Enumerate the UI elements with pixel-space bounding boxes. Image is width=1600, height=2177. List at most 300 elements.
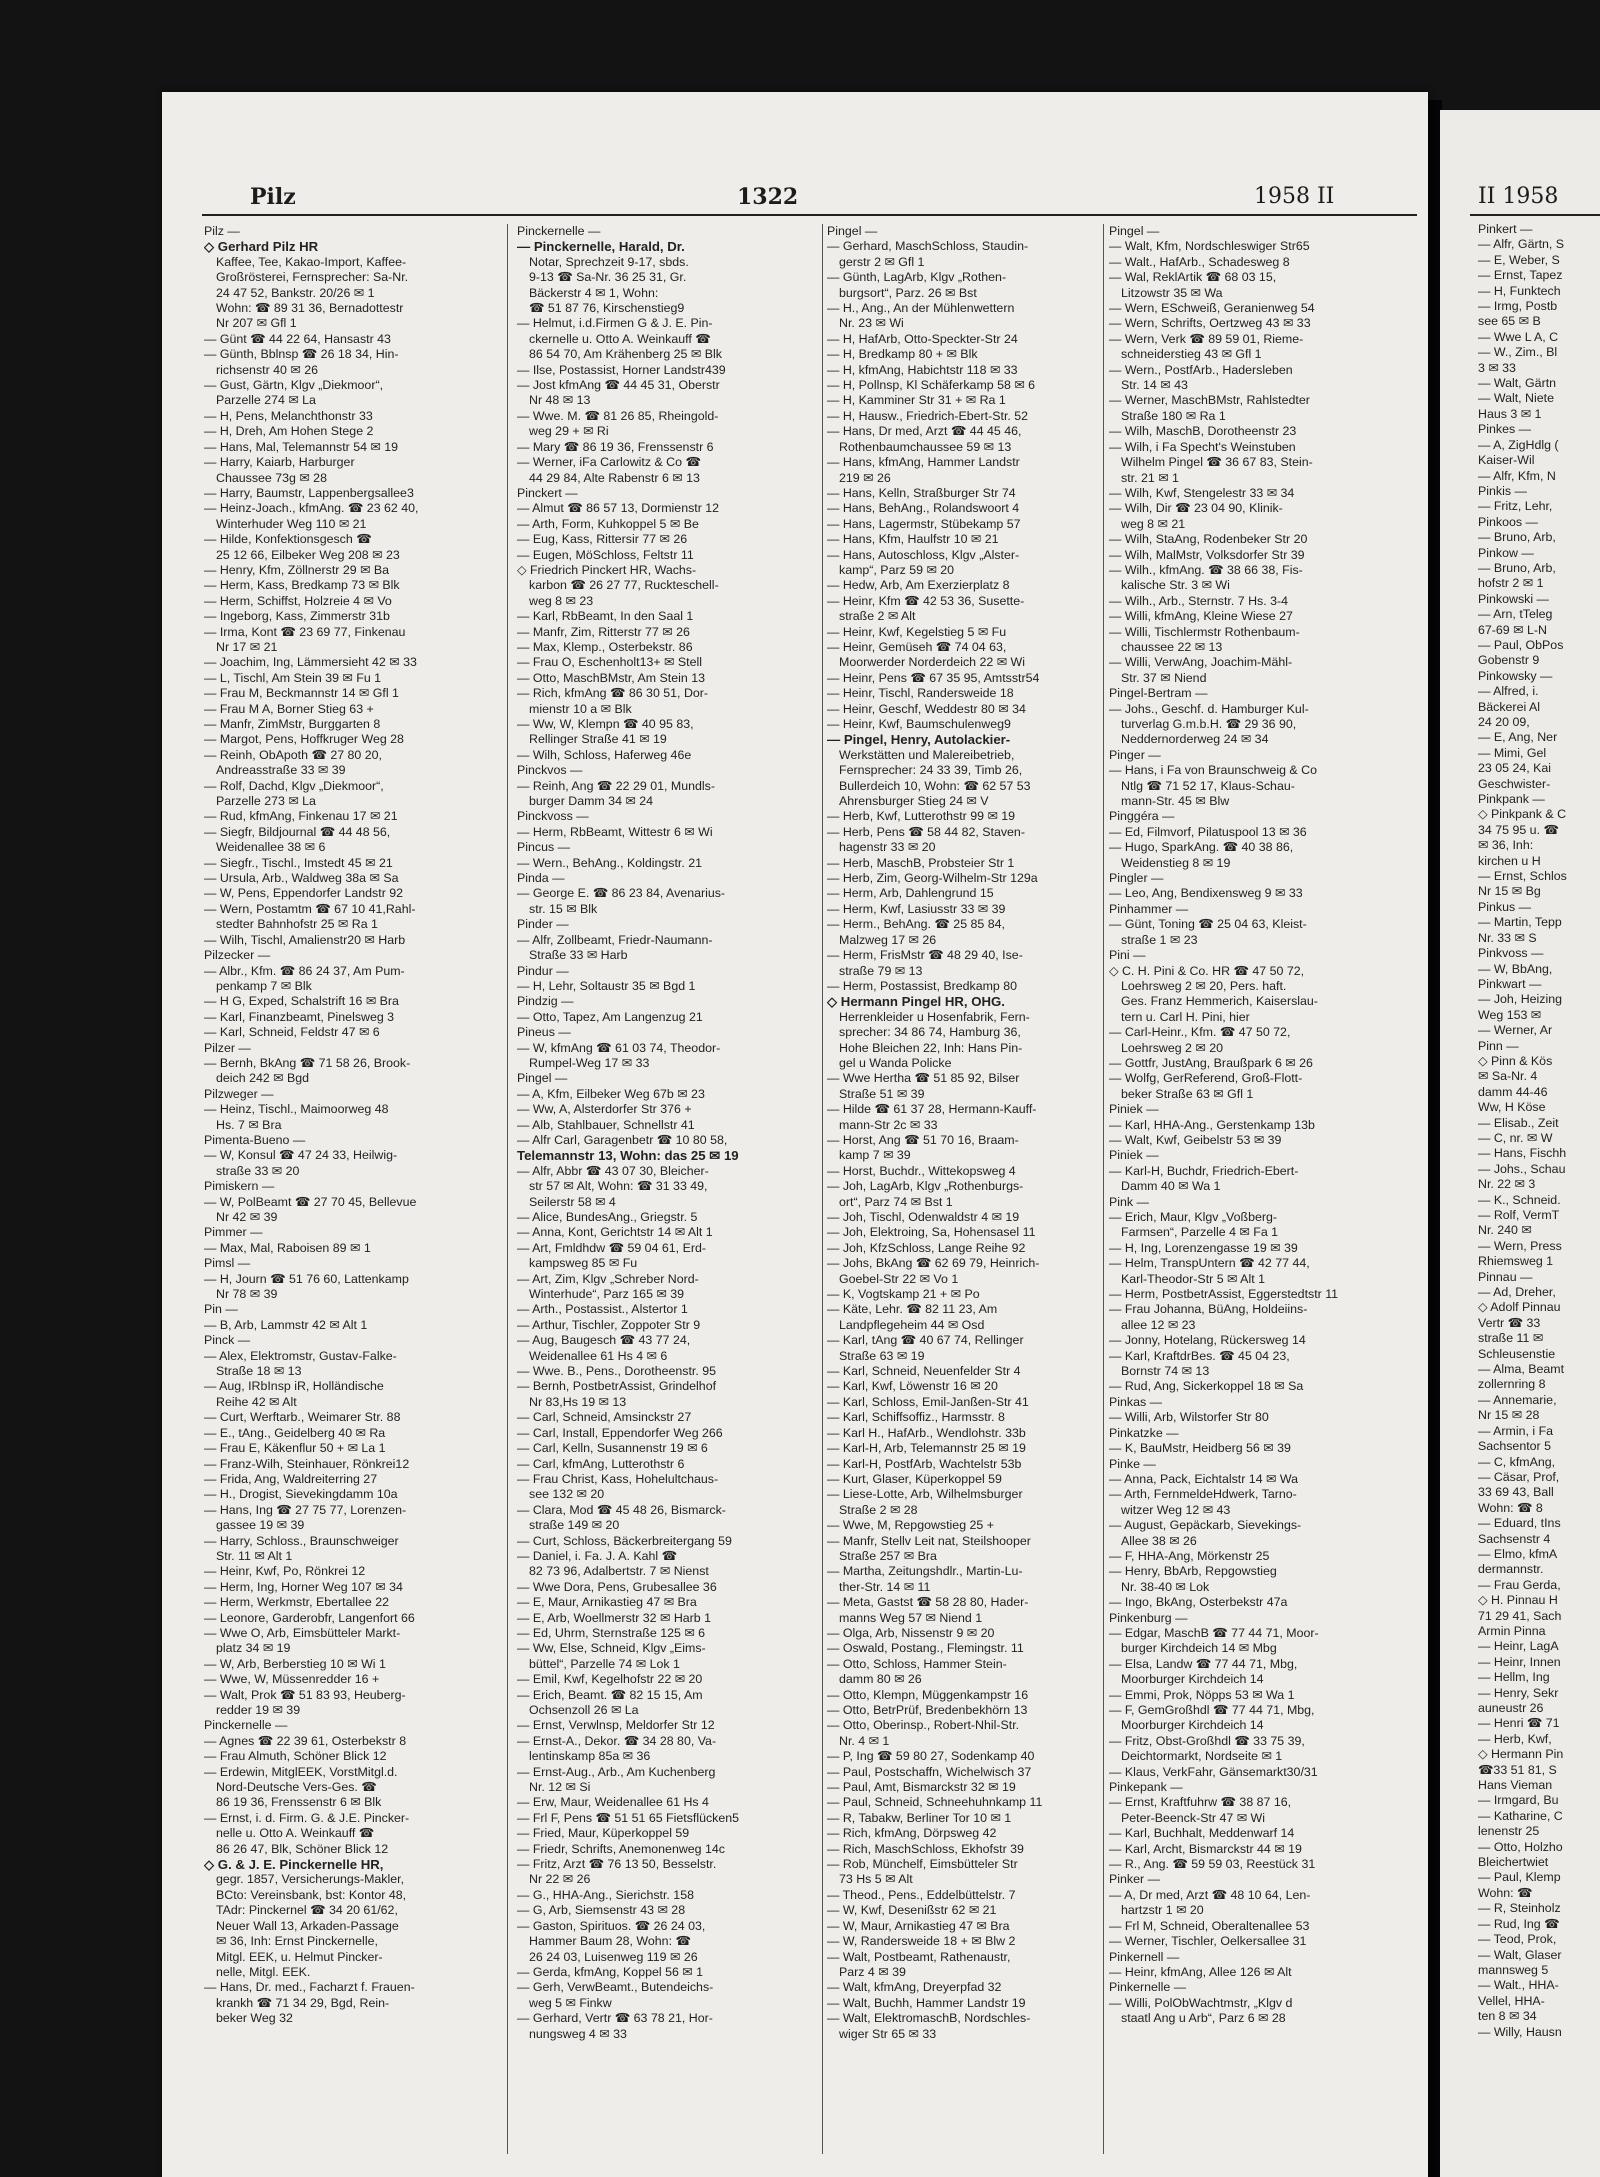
directory-entry-line: — Rolf, Dachd, Klgv „Diekmoor“, (204, 778, 384, 793)
directory-entry-line: Moorburger Kirchdeich 14 (1121, 1672, 1264, 1687)
directory-entry-line: — Joachim, Ing, Lämmersieht 42 ✉ 33 (204, 655, 417, 670)
directory-entry-line: krankh ☎ 71 34 29, Bgd, Rein- (216, 1995, 390, 2010)
directory-entry-line: — Käte, Lehr. ☎ 82 11 23, Am (827, 1302, 998, 1317)
directory-entry-line: — Heinr, Tischl, Randersweide 18 (827, 686, 1014, 701)
next-page-entry-line: — Hans, Fischh (1478, 1146, 1567, 1161)
directory-entry-line: — Wern, Verk ☎ 89 59 01, Rieme- (1109, 331, 1304, 346)
directory-entry-line: Wilhelm Pingel ☎ 36 67 83, Stein- (1121, 455, 1313, 470)
directory-entry-line: — W, Arb, Berberstieg 10 ✉ Wi 1 (204, 1656, 386, 1671)
directory-entry-line: Pinckernelle — (517, 224, 601, 238)
directory-entry-line: Telemannstr 13, Wohn: das 25 ✉ 19 (517, 1148, 739, 1164)
directory-entry-line: — Otto, Tapez, Am Langenzug 21 (517, 1009, 703, 1024)
directory-entry-line: Pinkernelle — (1109, 1980, 1187, 1995)
directory-entry-line: — Art, Zim, Klgv „Schreber Nord- (517, 1271, 699, 1286)
directory-entry-line: nelle u. Otto A. Weinkauff ☎ (216, 1826, 375, 1841)
directory-entry-line: Pimiskern — (204, 1179, 275, 1194)
next-page-entry-line: ✉ 36, Inh: (1478, 838, 1534, 853)
column-3 (827, 224, 1107, 2164)
directory-entry-line: Wohn: ☎ 89 31 36, Bernadottestr (216, 301, 404, 316)
directory-entry-line: Pindur — (517, 963, 569, 978)
directory-entry-line: — W, Konsul ☎ 47 24 33, Heilwig- (204, 1148, 398, 1163)
directory-entry-line: Litzowstr 35 ✉ Wa (1121, 285, 1223, 300)
directory-entry-line: — Wern, ESchweiß, Geranienweg 54 (1109, 301, 1315, 316)
directory-entry-line: — Aug, Baugesch ☎ 43 77 24, (517, 1333, 691, 1348)
directory-entry-line: — Wilh, MalMstr, Volksdorfer Str 39 (1109, 547, 1305, 562)
directory-entry-line: — Karl, Schloss, Emil-Janßen-Str 41 (827, 1394, 1029, 1409)
directory-entry-line: Pinkas — (1109, 1394, 1163, 1409)
directory-entry-line: — Wilh, Tischl, Amalienstr20 ✉ Harb (204, 932, 406, 947)
directory-entry-line: 219 ✉ 26 (839, 470, 891, 485)
directory-entry-line: — F, GemGroßhdl ☎ 77 44 71, Mbg, (1109, 1703, 1315, 1717)
directory-entry-line: — Ernst, Kraftfuhrw ☎ 38 87 16, (1109, 1795, 1292, 1810)
directory-entry-line: Pingel-Bertram — (1109, 686, 1208, 701)
directory-entry-line: — Horst, Ang ☎ 51 70 16, Braam- (827, 1132, 1019, 1147)
directory-entry-line: — Arth, FernmeldeHdwerk, Tarno- (1109, 1487, 1297, 1502)
directory-entry-line: Pinkepank — (1109, 1780, 1183, 1795)
directory-entry-line: manns Weg 57 ✉ Niend 1 (839, 1610, 983, 1625)
directory-entry-line: Nord-Deutsche Vers-Ges. ☎ (216, 1780, 377, 1795)
directory-entry-line: — Curt, Schloss, Bäckerbreitergang 59 (517, 1533, 732, 1548)
directory-entry-line: — Jost kfmAng ☎ 44 45 31, Oberstr (517, 378, 720, 393)
directory-entry-line: — W, Randersweide 18 + ✉ Blw 2 (827, 1934, 1016, 1949)
directory-entry-line: — H G, Exped, Schalstrift 16 ✉ Bra (204, 994, 399, 1009)
directory-entry-line: — Karl-H, PostfArb, Wachtelstr 53b (827, 1456, 1022, 1471)
next-page-entry-line: — Henri ☎ 71 (1478, 1716, 1560, 1731)
directory-entry-line: — Walt, ElektromaschB, Nordschles- (827, 2011, 1031, 2026)
directory-entry-line: 24 47 52, Bankstr. 20/26 ✉ 1 (216, 285, 375, 300)
directory-entry-line: — Wilh, Kwf, Stengelestr 33 ✉ 34 (1109, 485, 1295, 500)
directory-entry-line: 25 12 66, Eilbeker Weg 208 ✉ 23 (216, 547, 400, 562)
next-page-entry-line: — Wern, Press (1478, 1238, 1562, 1253)
directory-entry-line: Landpflegeheim 44 ✉ Osd (839, 1317, 985, 1332)
directory-entry-line: — Herm, Ing, Horner Weg 107 ✉ 34 (204, 1579, 403, 1594)
directory-entry-line: Parzelle 273 ✉ La (216, 794, 316, 809)
directory-entry-line: Loehrsweg 2 ✉ 20 (1121, 1040, 1223, 1055)
header-year-volume: 1958 II (1254, 184, 1335, 209)
directory-entry-line: — Heinz-Joach., kfmAng. ☎ 23 62 40, (204, 501, 419, 516)
directory-entry-line: — Wilh, Dir ☎ 23 04 90, Klinik- (1109, 501, 1283, 516)
directory-entry-line: Winterhuder Weg 110 ✉ 21 (216, 516, 367, 531)
directory-entry-line: — Hans, Ing ☎ 27 75 77, Lorenzen- (204, 1502, 407, 1517)
next-page-entry-line: — Herb, Kwf, (1478, 1731, 1552, 1746)
directory-entry-line: — Hans, Dr. med., Facharzt f. Frauen- (204, 1980, 415, 1995)
header-keyword: Pilz (250, 184, 296, 210)
directory-entry-line: Bullerdeich 10, Wohn: ☎ 62 57 53 (839, 778, 1031, 793)
directory-entry-line: — Gust, Gärtn, Klgv „Diekmoor“, (204, 378, 384, 393)
next-page-entry-line: — Annemarie, (1478, 1392, 1557, 1407)
directory-entry-line: — Werner, iFa Carlowitz & Co ☎ (517, 455, 701, 470)
directory-entry-line: — Herb, Pens ☎ 58 44 82, Staven- (827, 824, 1025, 839)
directory-entry-line: — Karl, Schneid, Neuenfelder Str 4 (827, 1364, 1021, 1379)
directory-entry-line: Ntlg ☎ 71 52 17, Klaus-Schau- (1121, 778, 1295, 793)
directory-entry-line: Nr. 23 ✉ Wi (839, 316, 904, 331)
directory-entry-line: Pinck — (204, 1333, 251, 1348)
directory-page (162, 92, 1428, 2177)
directory-entry-line: Pinkenburg — (1109, 1610, 1188, 1625)
directory-entry-line: — W, Pens, Eppendorfer Landstr 92 (204, 886, 404, 901)
directory-entry-line: — Ww, Else, Schneid, Klgv „Eims- (517, 1641, 706, 1656)
directory-entry-line: wiger Str 65 ✉ 33 (839, 2026, 937, 2041)
directory-entry-line: — Herm, Postassist, Bredkamp 80 (827, 978, 1018, 993)
directory-entry-line: 9-13 ☎ Sa-Nr. 36 25 31, Gr. (529, 270, 687, 285)
directory-entry-line: — K, BauMstr, Heidberg 56 ✉ 39 (1109, 1441, 1291, 1456)
directory-entry-line: — Herm, FrisMstr ☎ 48 29 40, Ise- (827, 948, 1023, 963)
directory-entry-line: — Gaston, Spirituos. ☎ 26 24 03, (517, 1918, 706, 1933)
directory-entry-line: str. 15 ✉ Blk (529, 901, 598, 916)
directory-entry-line: Pink — (1109, 1194, 1149, 1209)
next-page-entry-line: Nr. 33 ✉ S (1478, 930, 1537, 945)
directory-entry-line: gerstr 2 ✉ Gfl 1 (839, 254, 925, 269)
directory-entry-line: Neuer Wall 13, Arkaden-Passage (216, 1918, 399, 1933)
directory-entry-line: — Hans, Dr med, Arzt ☎ 44 45 46, (827, 424, 1022, 439)
next-page-entry-line: — Bruno, Arb, (1478, 560, 1556, 575)
directory-entry-line: Pimmer — (204, 1225, 263, 1240)
next-page-entry-line: Bleichertwiet (1478, 1855, 1549, 1870)
directory-entry-line: hagenstr 33 ✉ 20 (839, 840, 936, 855)
column-2 (517, 224, 817, 2164)
directory-entry-line: — Siegfr, Bildjournal ☎ 44 48 56, (204, 824, 391, 839)
directory-entry-line: — W, Kwf, Desenißstr 62 ✉ 21 (827, 1903, 997, 1918)
next-page-entry-line: Pinkes — (1478, 422, 1532, 437)
directory-entry-line: — Alb, Stahlbauer, Schnellstr 41 (517, 1117, 695, 1132)
directory-entry-line: — August, Gepäckarb, Sievekings- (1109, 1518, 1302, 1533)
directory-entry-line: — H, Lehr, Soltaustr 35 ✉ Bgd 1 (517, 978, 696, 993)
next-page-entry-line: kirchen u H (1478, 853, 1541, 868)
directory-entry-line: kalische Str. 3 ✉ Wi (1121, 578, 1230, 593)
directory-entry-line: — Wern, Postamtm ☎ 67 10 41,Rahl- (204, 901, 416, 916)
directory-entry-line: — W, PolBeamt ☎ 27 70 45, Bellevue (204, 1194, 417, 1209)
directory-entry-line: penkamp 7 ✉ Blk (216, 978, 312, 993)
directory-entry-line: — Joh, Elektroing, Sa, Hohensasel 11 (827, 1225, 1036, 1240)
directory-entry-line: 82 73 96, Adalbertstr. 7 ✉ Nienst (529, 1564, 709, 1579)
next-page-entry-line: Haus 3 ✉ 1 (1478, 406, 1542, 421)
directory-entry-line: Nr 78 ✉ 39 (216, 1287, 278, 1302)
directory-entry-line: — Carl-Heinr., Kfm. ☎ 47 50 72, (1109, 1025, 1291, 1040)
directory-entry-line: — Heinz, Tischl., Maimoorweg 48 (204, 1102, 389, 1117)
directory-entry-line: Andreasstraße 33 ✉ 39 (216, 763, 346, 778)
directory-entry-line: stedter Bahnhofstr 25 ✉ Ra 1 (216, 917, 378, 932)
directory-entry-line: — Gerda, kfmAng, Koppel 56 ✉ 1 (517, 1964, 704, 1979)
directory-entry-line: str. 21 ✉ 1 (1121, 470, 1179, 485)
directory-entry-line: Kaffee, Tee, Kakao-Import, Kaffee- (216, 254, 407, 269)
directory-entry-line: — Wern., PostfArb., Hadersleben (1109, 362, 1293, 377)
directory-entry-line: — Helmut, i.d.Firmen G & J. E. Pin- (517, 316, 713, 331)
directory-entry-line: Damm 40 ✉ Wa 1 (1121, 1179, 1221, 1194)
directory-entry-line: Pinckert — (517, 485, 578, 500)
directory-entry-line: Nr. 38-40 ✉ Lok (1121, 1579, 1210, 1594)
directory-entry-line: Karl-Theodor-Str 5 ✉ Alt 1 (1121, 1271, 1265, 1286)
directory-entry-line: — Hugo, SparkAng. ☎ 40 38 86, (1109, 840, 1294, 855)
directory-entry-line: Großrösterei, Fernsprecher: Sa-Nr. (216, 270, 409, 285)
next-page-entry-line: — R, Steinholz (1478, 1901, 1561, 1916)
directory-entry-line: — Rich, MaschSchloss, Ekhofstr 39 (827, 1841, 1024, 1856)
directory-entry-line: — Ernst, i. d. Firm. G. & J.E. Pincker- (204, 1810, 410, 1825)
next-page-entry-line: — Paul, ObPos (1478, 637, 1564, 652)
next-page-header: II 1958 (1478, 184, 1559, 209)
next-page-entry-line: Ww, H Köse (1478, 1100, 1546, 1115)
directory-entry-line: — Theod., Pens., Eddelbüttelstr. 7 (827, 1887, 1016, 1902)
next-page-entry-line: — Werner, Ar (1478, 1023, 1553, 1038)
next-page-entry-line: — Wwe L A, C (1478, 329, 1559, 344)
directory-entry-line: — Walt, Buchh, Hammer Landstr 19 (827, 1995, 1026, 2010)
directory-entry-line: — Emmi, Prok, Nöpps 53 ✉ Wa 1 (1109, 1687, 1295, 1702)
next-page-entry-line: Hans Vieman (1478, 1778, 1553, 1793)
directory-entry-line: — Willi, VerwAng, Joachim-Mähl- (1109, 655, 1293, 670)
directory-entry-line: — Frau M A, Borner Stieg 63 + (204, 701, 374, 716)
directory-entry-line: — Siegfr., Tischl., Imstedt 45 ✉ 21 (204, 855, 393, 870)
directory-entry-line: — H, Ing, Lorenzengasse 19 ✉ 39 (1109, 1240, 1298, 1255)
next-page-entry-line: auneustr 26 (1478, 1701, 1544, 1715)
directory-entry-line: — Frl F, Pens ☎ 51 51 65 Fietsflücken5 (517, 1810, 740, 1825)
directory-entry-line: — Frau Almuth, Schöner Blick 12 (204, 1749, 387, 1764)
next-page-entry-line: Nr 15 ✉ 28 (1478, 1408, 1540, 1423)
directory-entry-line: hartzstr 1 ✉ 20 (1121, 1903, 1204, 1918)
directory-entry-line: allee 12 ✉ 23 (1121, 1317, 1196, 1332)
directory-entry-line: nungsweg 4 ✉ 33 (529, 2026, 627, 2041)
directory-entry-line: — Herb, MaschB, Probsteier Str 1 (827, 855, 1015, 870)
directory-entry-line: — Herm, RbBeamt, Wittestr 6 ✉ Wi (517, 824, 713, 839)
next-page-entry-line: — E, Ang, Ner (1478, 730, 1558, 745)
next-page-entry-line: — Fritz, Lehr, (1478, 499, 1553, 514)
directory-entry-line: Moorwerder Norderdeich 22 ✉ Wi (839, 655, 1025, 670)
directory-entry-line: — Erdewin, MitglEEK, VorstMitgl.d. (204, 1764, 398, 1779)
next-page-entry-line: — Elmo, kfmA (1478, 1546, 1558, 1561)
directory-entry-line: — Wolfg, GerReferend, Groß-Flott- (1109, 1071, 1303, 1086)
directory-entry-line: straße 2 ✉ Alt (839, 609, 916, 624)
next-page-column (1478, 222, 1600, 2040)
next-page-entry-line: Pinkoos — (1478, 514, 1538, 529)
next-page-entry-line: Pinkpank — (1478, 792, 1545, 807)
directory-entry-line: — Leonore, Garderobfr, Langenfort 66 (204, 1610, 415, 1625)
next-page-entry-line: — Mimi, Gel (1478, 745, 1547, 760)
directory-entry-line: TAdr: Pinckernel ☎ 34 20 61/62, (216, 1903, 398, 1918)
next-page-entry-line: Pinkow — (1478, 545, 1534, 560)
directory-entry-line: turverlag G.m.b.H. ☎ 29 36 90, (1121, 717, 1297, 731)
directory-entry-line: — H, HafArb, Otto-Speckter-Str 24 (827, 331, 1018, 346)
directory-entry-line: ◇ Friedrich Pinckert HR, Wachs- (517, 562, 697, 577)
directory-entry-line: — Horst, Buchdr., Wittekopsweg 4 (827, 1163, 1016, 1178)
next-page-entry-line: — Armin, i Fa (1478, 1423, 1554, 1438)
next-page-entry-line: — W, BbAng, (1478, 961, 1553, 976)
next-page-entry-line: zollernring 8 (1478, 1377, 1546, 1392)
directory-entry-line: — Pinckernelle, Harald, Dr. (517, 239, 685, 255)
directory-entry-line: — Walt, Kwf, Geibelstr 53 ✉ 39 (1109, 1132, 1282, 1147)
directory-entry-line: — Wwe. B., Pens., Dorotheenstr. 95 (517, 1364, 717, 1379)
directory-entry-line: Pinger — (1109, 747, 1161, 762)
next-page-entry-line: Schleusenstie (1478, 1346, 1556, 1361)
next-page-entry-line: ◇ H. Pinnau H (1478, 1593, 1558, 1608)
directory-entry-line: chaussee 22 ✉ 13 (1121, 639, 1223, 654)
directory-entry-line: Rellinger Straße 41 ✉ 19 (529, 732, 667, 747)
directory-entry-line: Weidenallee 61 Hs 4 ✉ 6 (529, 1348, 668, 1363)
directory-entry-line: — P, Ing ☎ 59 80 27, Sodenkamp 40 (827, 1749, 1035, 1764)
next-page-entry-line: — Walt, Gärtn (1478, 376, 1557, 391)
directory-entry-line: — Johs, BkAng ☎ 62 69 79, Heinrich- (827, 1256, 1040, 1271)
directory-entry-line: — Karl, Finanzbeamt, Pinelsweg 3 (204, 1009, 395, 1024)
directory-entry-line: — Jonny, Hotelang, Rückersweg 14 (1109, 1333, 1306, 1348)
next-page-entry-line: 34 75 95 u. ☎ (1478, 822, 1559, 837)
next-page-entry-line: — Hellm, Ing (1478, 1670, 1550, 1685)
directory-entry-line: gegr. 1857, Versicherungs-Makler, (216, 1872, 405, 1887)
directory-entry-line: Pin — (204, 1302, 238, 1317)
directory-entry-line: — Herb, Zim, Georg-Wilhelm-Str 129a (827, 871, 1038, 886)
directory-entry-line: — Herm, Schiffst, Holzreie 4 ✉ Vo (204, 593, 392, 608)
directory-entry-line: — Herm., BehAng. ☎ 25 85 84, (827, 917, 1005, 932)
directory-entry-line: beker Straße 63 ✉ Gfl 1 (1121, 1086, 1254, 1101)
next-page-entry-line: Pinkus — (1478, 899, 1532, 914)
directory-entry-line: tern u. Carl H. Pini, hier (1121, 1009, 1250, 1024)
next-page-entry-line: 33 69 43, Ball (1478, 1485, 1554, 1500)
directory-entry-line: — Wilh., Arb., Sternstr. 7 Hs. 3-4 (1109, 593, 1289, 608)
directory-entry-line: — Heinr, Gemüseh ☎ 74 04 63, (827, 639, 1007, 654)
next-page-entry-line: ◇ Adolf Pinnau (1478, 1300, 1561, 1315)
directory-entry-line: — Fried, Maur, Küperkoppel 59 (517, 1826, 690, 1841)
directory-entry-line: Fernsprecher: 24 33 39, Timb 26, (839, 763, 1023, 778)
directory-entry-line: redder 19 ✉ 39 (216, 1703, 301, 1717)
directory-entry-line: damm 80 ✉ 26 (839, 1672, 922, 1687)
directory-entry-line: Straße 63 ✉ 19 (839, 1348, 925, 1363)
next-page-entry-line: lenenstr 25 (1478, 1824, 1540, 1839)
directory-entry-line: — Hans, Lagermstr, Stübekamp 57 (827, 516, 1021, 531)
next-page-entry-line: — Heinr, Innen (1478, 1654, 1561, 1669)
directory-entry-line: — Hans, BehAng., Rolandswoort 4 (827, 501, 1020, 516)
next-page-entry-line: — W., Zim., Bl (1478, 345, 1558, 360)
directory-entry-line: Weidenstieg 8 ✉ 19 (1121, 855, 1231, 870)
directory-entry-line: Werkstätten und Malereibetrieb, (839, 747, 1015, 762)
directory-entry-line: — Karl, Schiffsoffiz., Harmsstr. 8 (827, 1410, 1005, 1425)
directory-entry-line: Nr. 4 ✉ 1 (839, 1733, 890, 1748)
directory-entry-line: — Wwe, M, Repgowstieg 25 + (827, 1518, 994, 1533)
directory-entry-line: — A, Kfm, Eilbeker Weg 67b ✉ 23 (517, 1086, 705, 1101)
directory-entry-line: — Ilse, Postassist, Horner Landstr439 (517, 362, 726, 377)
directory-entry-line: Pinckernelle — (204, 1718, 288, 1733)
directory-entry-line: — Arthur, Tischler, Zoppoter Str 9 (517, 1317, 701, 1332)
directory-entry-line: — H., Drogist, Sievekingdamm 10a (204, 1487, 398, 1502)
directory-entry-line: Winterhude“, Parz 165 ✉ 39 (529, 1287, 685, 1302)
next-page-entry-line: — Teod, Prok, (1478, 1932, 1557, 1947)
directory-entry-line: — H, Bredkamp 80 + ✉ Blk (827, 347, 978, 362)
directory-entry-line: — G, Arb, Siemsenstr 43 ✉ 28 (517, 1903, 686, 1918)
directory-entry-line: 86 54 70, Am Krähenberg 25 ✉ Blk (529, 347, 722, 362)
directory-entry-line: Nr 17 ✉ 21 (216, 639, 278, 654)
next-page-entry-line: 71 29 41, Sach (1478, 1608, 1562, 1623)
directory-entry-line: — Hans, Kelln, Straßburger Str 74 (827, 485, 1016, 500)
directory-entry-line: — Ww, W, Klempn ☎ 40 95 83, (517, 717, 694, 731)
directory-entry-line: — Herm, PostbetrAssist, Eggerstedtstr 11 (1109, 1287, 1339, 1302)
directory-entry-line: ther-Str. 14 ✉ 11 (839, 1579, 931, 1594)
next-page-entry-line: Sachsentor 5 (1478, 1439, 1552, 1454)
next-page-entry-line: Weg 153 ✉ (1478, 1007, 1542, 1022)
directory-entry-line: — Manfr, ZimMstr, Burggarten 8 (204, 717, 381, 731)
next-page-entry-line: Vellel, HHA- (1478, 1993, 1545, 2008)
next-page-entry-line: — Alma, Beamt (1478, 1362, 1565, 1377)
directory-entry-line: — Frl M, Schneid, Oberaltenallee 53 (1109, 1918, 1310, 1933)
directory-entry-line: — Elsa, Landw ☎ 77 44 71, Mbg, (1109, 1656, 1298, 1671)
next-page-entry-line: Pinkowski — (1478, 591, 1549, 606)
directory-entry-line: — Karl, Buchhalt, Meddenwarf 14 (1109, 1826, 1295, 1841)
directory-entry-line: Pilzer — (204, 1040, 251, 1055)
next-page-entry-line: Wohn: ☎ (1478, 1885, 1533, 1900)
directory-entry-line: Peter-Beenck-Str 47 ✉ Wi (1121, 1810, 1265, 1825)
next-page-entry-line: — Alfr, Kfm, N (1478, 468, 1556, 483)
next-page-entry-line: Pinkwart — (1478, 976, 1542, 991)
directory-entry-line: — George E. ☎ 86 23 84, Avenarius- (517, 886, 726, 901)
directory-entry-line: Nr 207 ✉ Gfl 1 (216, 316, 297, 331)
directory-entry-line: straße 79 ✉ 13 (839, 963, 923, 978)
next-page-entry-line: — C, kfmAng, (1478, 1454, 1556, 1469)
directory-entry-line: ◇ G. & J. E. Pinckernelle HR, (204, 1857, 384, 1873)
directory-entry-line: Piniek — (1109, 1102, 1159, 1117)
directory-entry-line: schneiderstieg 43 ✉ Gfl 1 (1121, 347, 1262, 362)
directory-entry-line: — Hans, Kfm, Haulfstr 10 ✉ 21 (827, 532, 999, 547)
directory-entry-line: Pimenta-Bueno — (204, 1132, 306, 1147)
directory-entry-line: — Wern, Schrifts, Oertzweg 43 ✉ 33 (1109, 316, 1311, 331)
directory-entry-line: Nr. 12 ✉ Si (529, 1780, 591, 1795)
next-page-entry-line: — Otto, Holzho (1478, 1839, 1563, 1854)
directory-entry-line: Pingler — (1109, 871, 1164, 886)
directory-entry-line: — Rich, kfmAng, Dörpsweg 42 (827, 1826, 997, 1841)
directory-entry-line: — Hedw, Arb, Am Exerzierplatz 8 (827, 578, 1010, 593)
directory-entry-line: Bäckerstr 4 ✉ 1, Wohn: (529, 285, 659, 300)
next-page-entry-line: see 65 ✉ B (1478, 314, 1541, 329)
directory-entry-line: Pinder — (517, 917, 569, 932)
directory-entry-line: karbon ☎ 26 27 77, Ruckteschell- (529, 578, 719, 593)
directory-entry-line: — Eugen, MöSchloss, Feltstr 11 (517, 547, 694, 562)
directory-entry-line: Pincus — (517, 840, 571, 855)
directory-entry-line: burgsort“, Parz. 26 ✉ Bst (839, 285, 977, 300)
directory-entry-line: — Karl-H, Arb, Telemannstr 25 ✉ 19 (827, 1441, 1026, 1456)
directory-entry-line: ◇ Hermann Pingel HR, OHG. (827, 994, 1005, 1010)
directory-entry-line: — Fritz, Obst-Großhdl ☎ 33 75 39, (1109, 1733, 1305, 1748)
directory-entry-line: gel u Wanda Policke (839, 1055, 952, 1070)
directory-entry-line: — Karl H., HafArb., Wendlohstr. 33b (827, 1425, 1026, 1440)
directory-entry-line: — Wal, ReklArtik ☎ 68 03 15, (1109, 270, 1277, 285)
next-page-entry-line: mannsweg 5 (1478, 1962, 1549, 1977)
directory-entry-line: Pilzweger — (204, 1086, 274, 1101)
next-page-entry-line: 67-69 ✉ L-N (1478, 622, 1547, 637)
directory-entry-line: Seilerstr 58 ✉ 4 (529, 1194, 616, 1209)
directory-entry-line: — Heinr, Geschf, Weddestr 80 ✉ 34 (827, 701, 1026, 716)
next-page-entry-line: — E, Weber, S (1478, 252, 1560, 267)
directory-entry-line: Parzelle 274 ✉ La (216, 393, 316, 408)
directory-entry-line: burger Kirchdeich 14 ✉ Mbg (1121, 1641, 1277, 1656)
directory-entry-line: — R, Tabakw, Berliner Tor 10 ✉ 1 (827, 1810, 1012, 1825)
directory-entry-line: — Reinh, Ang ☎ 22 29 01, Mundls- (517, 778, 715, 793)
directory-entry-line: weg 29 + ✉ Ri (529, 424, 609, 439)
directory-entry-line: Chaussee 73g ✉ 28 (216, 470, 327, 485)
directory-entry-line: Pinckvos — (517, 763, 583, 778)
directory-entry-line: — Joh, LagArb, Klgv „Rothenburgs- (827, 1179, 1024, 1194)
directory-entry-line: 86 19 36, Frenssenstr 6 ✉ Blk (216, 1795, 382, 1810)
next-page-entry-line: Rhiemsweg 1 (1478, 1254, 1554, 1269)
directory-entry-line: — Wwe. M. ☎ 81 26 85, Rheingold- (517, 408, 719, 423)
directory-entry-line: — Albr., Kfm. ☎ 86 24 37, Am Pum- (204, 963, 405, 978)
directory-entry-line: — Ed, Filmvorf, Pilatuspool 13 ✉ 36 (1109, 824, 1307, 839)
directory-entry-line: — Wwe O, Arb, Eimsbütteler Markt- (204, 1625, 401, 1640)
next-page-entry-line: Geschwister- (1478, 776, 1551, 791)
directory-entry-line: — Heinr, Kwf, Kegelstieg 5 ✉ Fu (827, 624, 1007, 639)
next-page-entry-line: 24 20 09, (1478, 715, 1530, 729)
next-page-entry-line: Gobenstr 9 (1478, 653, 1540, 668)
directory-entry-line: — Herm, Werkmstr, Ebertallee 22 (204, 1595, 389, 1610)
directory-entry-line: — Willi, Arb, Wilstorfer Str 80 (1109, 1410, 1269, 1425)
directory-entry-line: nelle, Mitgl. EEK. (216, 1964, 311, 1979)
next-page-entry-line: — Alfr, Gärtn, S (1478, 237, 1565, 252)
directory-entry-line: Ochsenzoll 26 ✉ La (529, 1703, 639, 1717)
column-divider (1103, 224, 1104, 2154)
directory-entry-line: ◇ C. H. Pini & Co. HR ☎ 47 50 72, (1109, 963, 1305, 978)
directory-entry-line: Ges. Franz Hemmerich, Kaiserslau- (1121, 994, 1318, 1009)
